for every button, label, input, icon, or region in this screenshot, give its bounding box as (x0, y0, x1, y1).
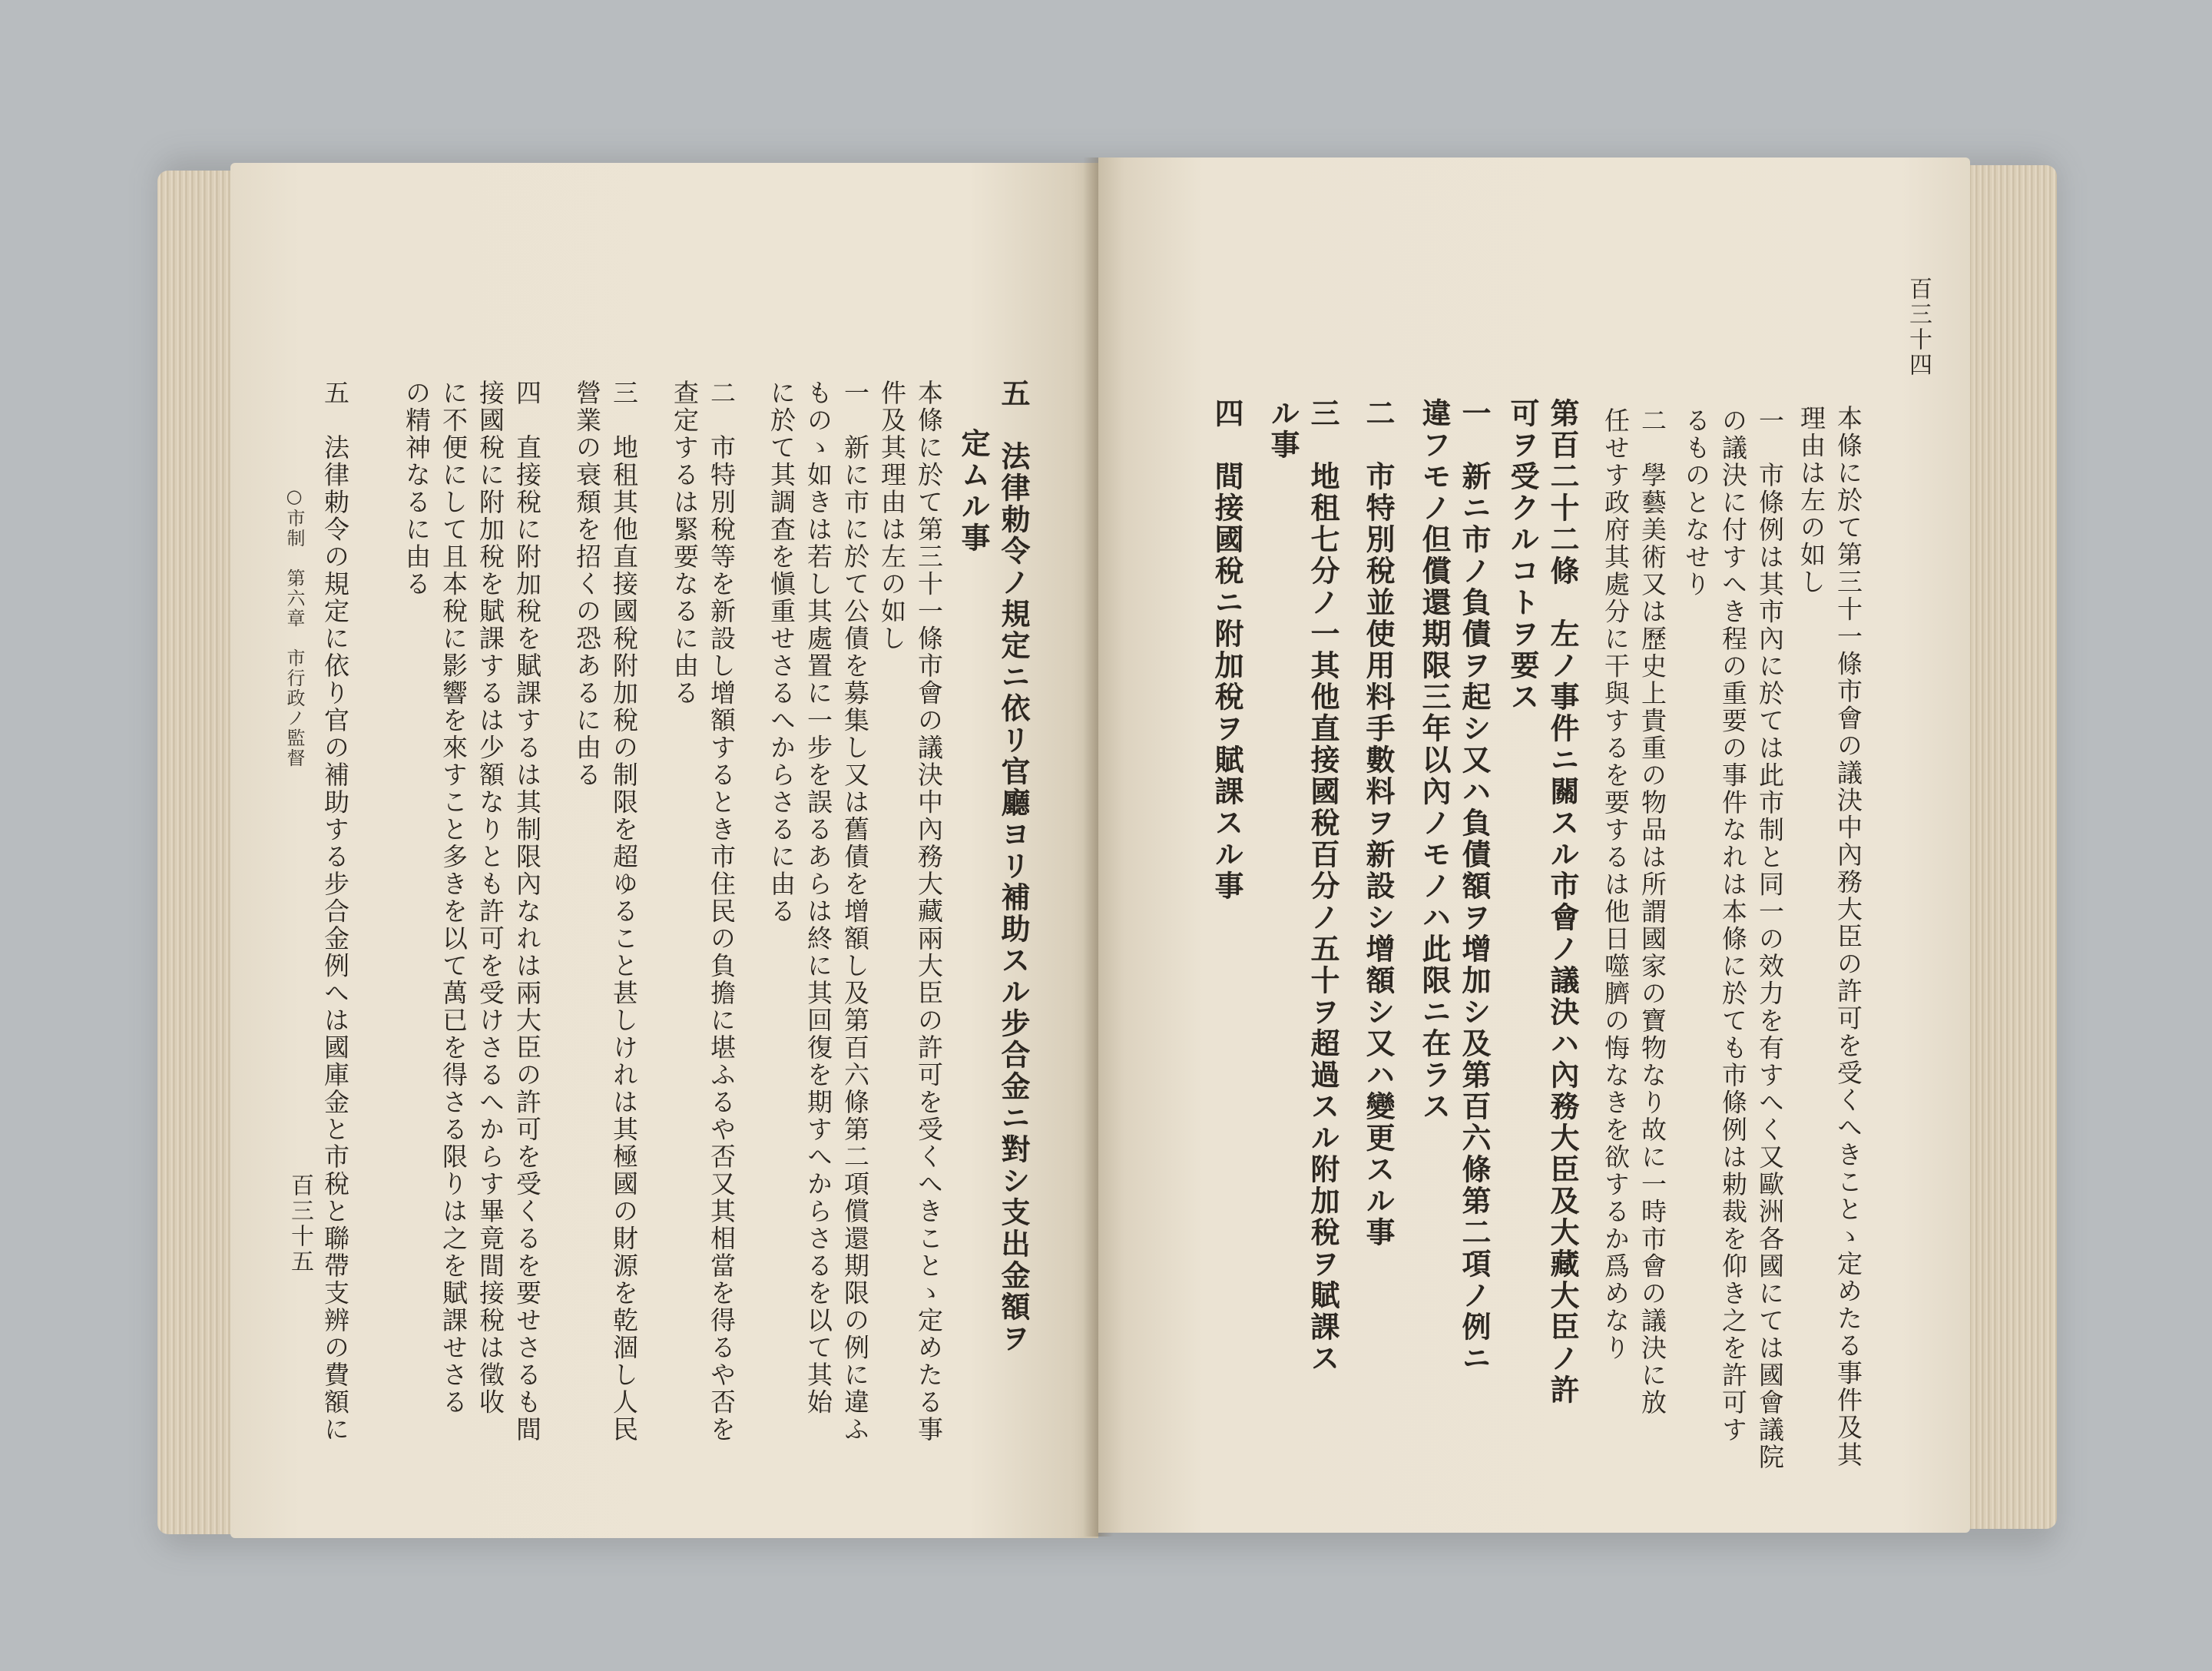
running-header: ○市制 第六章 市行政ノ監督 (283, 486, 305, 768)
right-page-edges (1966, 165, 2057, 1529)
left-col-3: 本條に於て第三十一條市會の議決中內務大藏兩大臣の許可を受くへきことゝ定めたる事 (914, 380, 944, 1444)
left-col-15: の精神なるに由る (402, 380, 432, 598)
right-col-7: 任せす政府其處分に干與するを要するは他日噬臍の悔なきを欲するか爲めなり (1601, 407, 1631, 1362)
left-col-8: 二 市特別稅等を新設し增額するとき市住民の負擔に堪ふるや否又其相當を得るや否を (707, 380, 737, 1444)
left-col-2: 定ムル事 (956, 428, 991, 554)
right-page (1098, 157, 1970, 1533)
left-col-5: 一 新に市に於て公債を募集し又は舊債を增額し及第百六條第二項償還期限の例に違ふ (840, 380, 870, 1444)
right-col-9: 可ヲ受クルコトヲ要ス (1505, 398, 1540, 713)
left-col-14: に不便にして且本稅に影響を來すこと多きを以て萬已を得さる限りは之を賦課せさる (439, 380, 469, 1416)
left-col-4: 件及其理由は左の如し (877, 380, 907, 652)
right-col-1: 本條に於て第三十一條市會の議決中內務大臣の許可を受くへきことゝ定めたる事件及其 (1833, 405, 1863, 1469)
left-page (230, 163, 1098, 1538)
left-col-12: 四 直接稅に附加稅を賦課するは其制限內なれは兩大臣の許可を受くるを要せさるも間 (512, 380, 542, 1444)
left-col-7: に於て其調査を愼重せさるへからさるに由る (767, 380, 796, 925)
left-col-10: 三 地租其他直接國稅附加稅の制限を超ゆること甚しけれは其極國の財源を乾涸し人民 (609, 380, 639, 1444)
right-page-number: 百三十四 (1905, 277, 1932, 378)
left-page-number: 百三十五 (286, 1173, 313, 1275)
left-col-13: 接國稅に附加稅を賦課するは少額なりとも許可を受けさるへからす畢竟間接稅は徵收 (475, 380, 505, 1416)
right-col-10: 一 新ニ市ノ負債ヲ起シ又ハ負債額ヲ增加シ及第百六條第二項ノ例ニ (1457, 398, 1492, 1374)
left-col-1: 五 法律勅令ノ規定ニ依リ官廳ヨリ補助スル步合金ニ對シ支出金額ヲ (996, 378, 1031, 1354)
right-col-2: 理由は左の如し (1796, 405, 1826, 596)
right-col-13: 三 地租七分ノ一其他直接國稅百分ノ五十ヲ超過スル附加稅ヲ賦課ス (1306, 398, 1340, 1374)
left-col-16: 五 法律勅令の規定に依り官の補助する步合金例へは國庫金と市稅と聯帶支辨の費額に (320, 380, 350, 1444)
right-col-15: 四 間接國稅ニ附加稅ヲ賦課スル事 (1210, 398, 1244, 902)
left-col-6: ものゝ如きは若し其處置に一步を誤るあらは終に其回復を期すへからさるを以て其始 (803, 380, 833, 1416)
right-col-8: 第百二十二條 左ノ事件ニ關スル市會ノ議決ハ內務大臣及大藏大臣ノ許 (1545, 398, 1580, 1406)
right-col-11: 違フモノ但償還期限三年以內ノモノハ此限ニ在ラス (1417, 398, 1452, 1122)
right-col-4: の議決に付すへき程の重要の事件なれは本條に於ても市條例は勅裁を仰き之を許可す (1718, 407, 1748, 1444)
right-col-14: ル事 (1266, 398, 1300, 461)
right-col-6: 二 學藝美術又は歷史上貴重の物品は所謂國家の寶物なり故に一時市會の議決に放 (1637, 407, 1667, 1417)
right-col-12: 二 市特別稅並使用料手數料ヲ新設シ增額シ又ハ變更スル事 (1361, 398, 1396, 1248)
right-col-5: るものとなせり (1681, 407, 1711, 598)
left-col-9: 查定するは緊要なるに由る (670, 380, 700, 707)
right-col-3: 一 市條例は其市內に於ては此市制と同一の效力を有すへく又歐洲各國にては國會議院 (1755, 407, 1785, 1471)
left-col-11: 營業の衰頹を招くの恐あるに由る (572, 380, 602, 789)
